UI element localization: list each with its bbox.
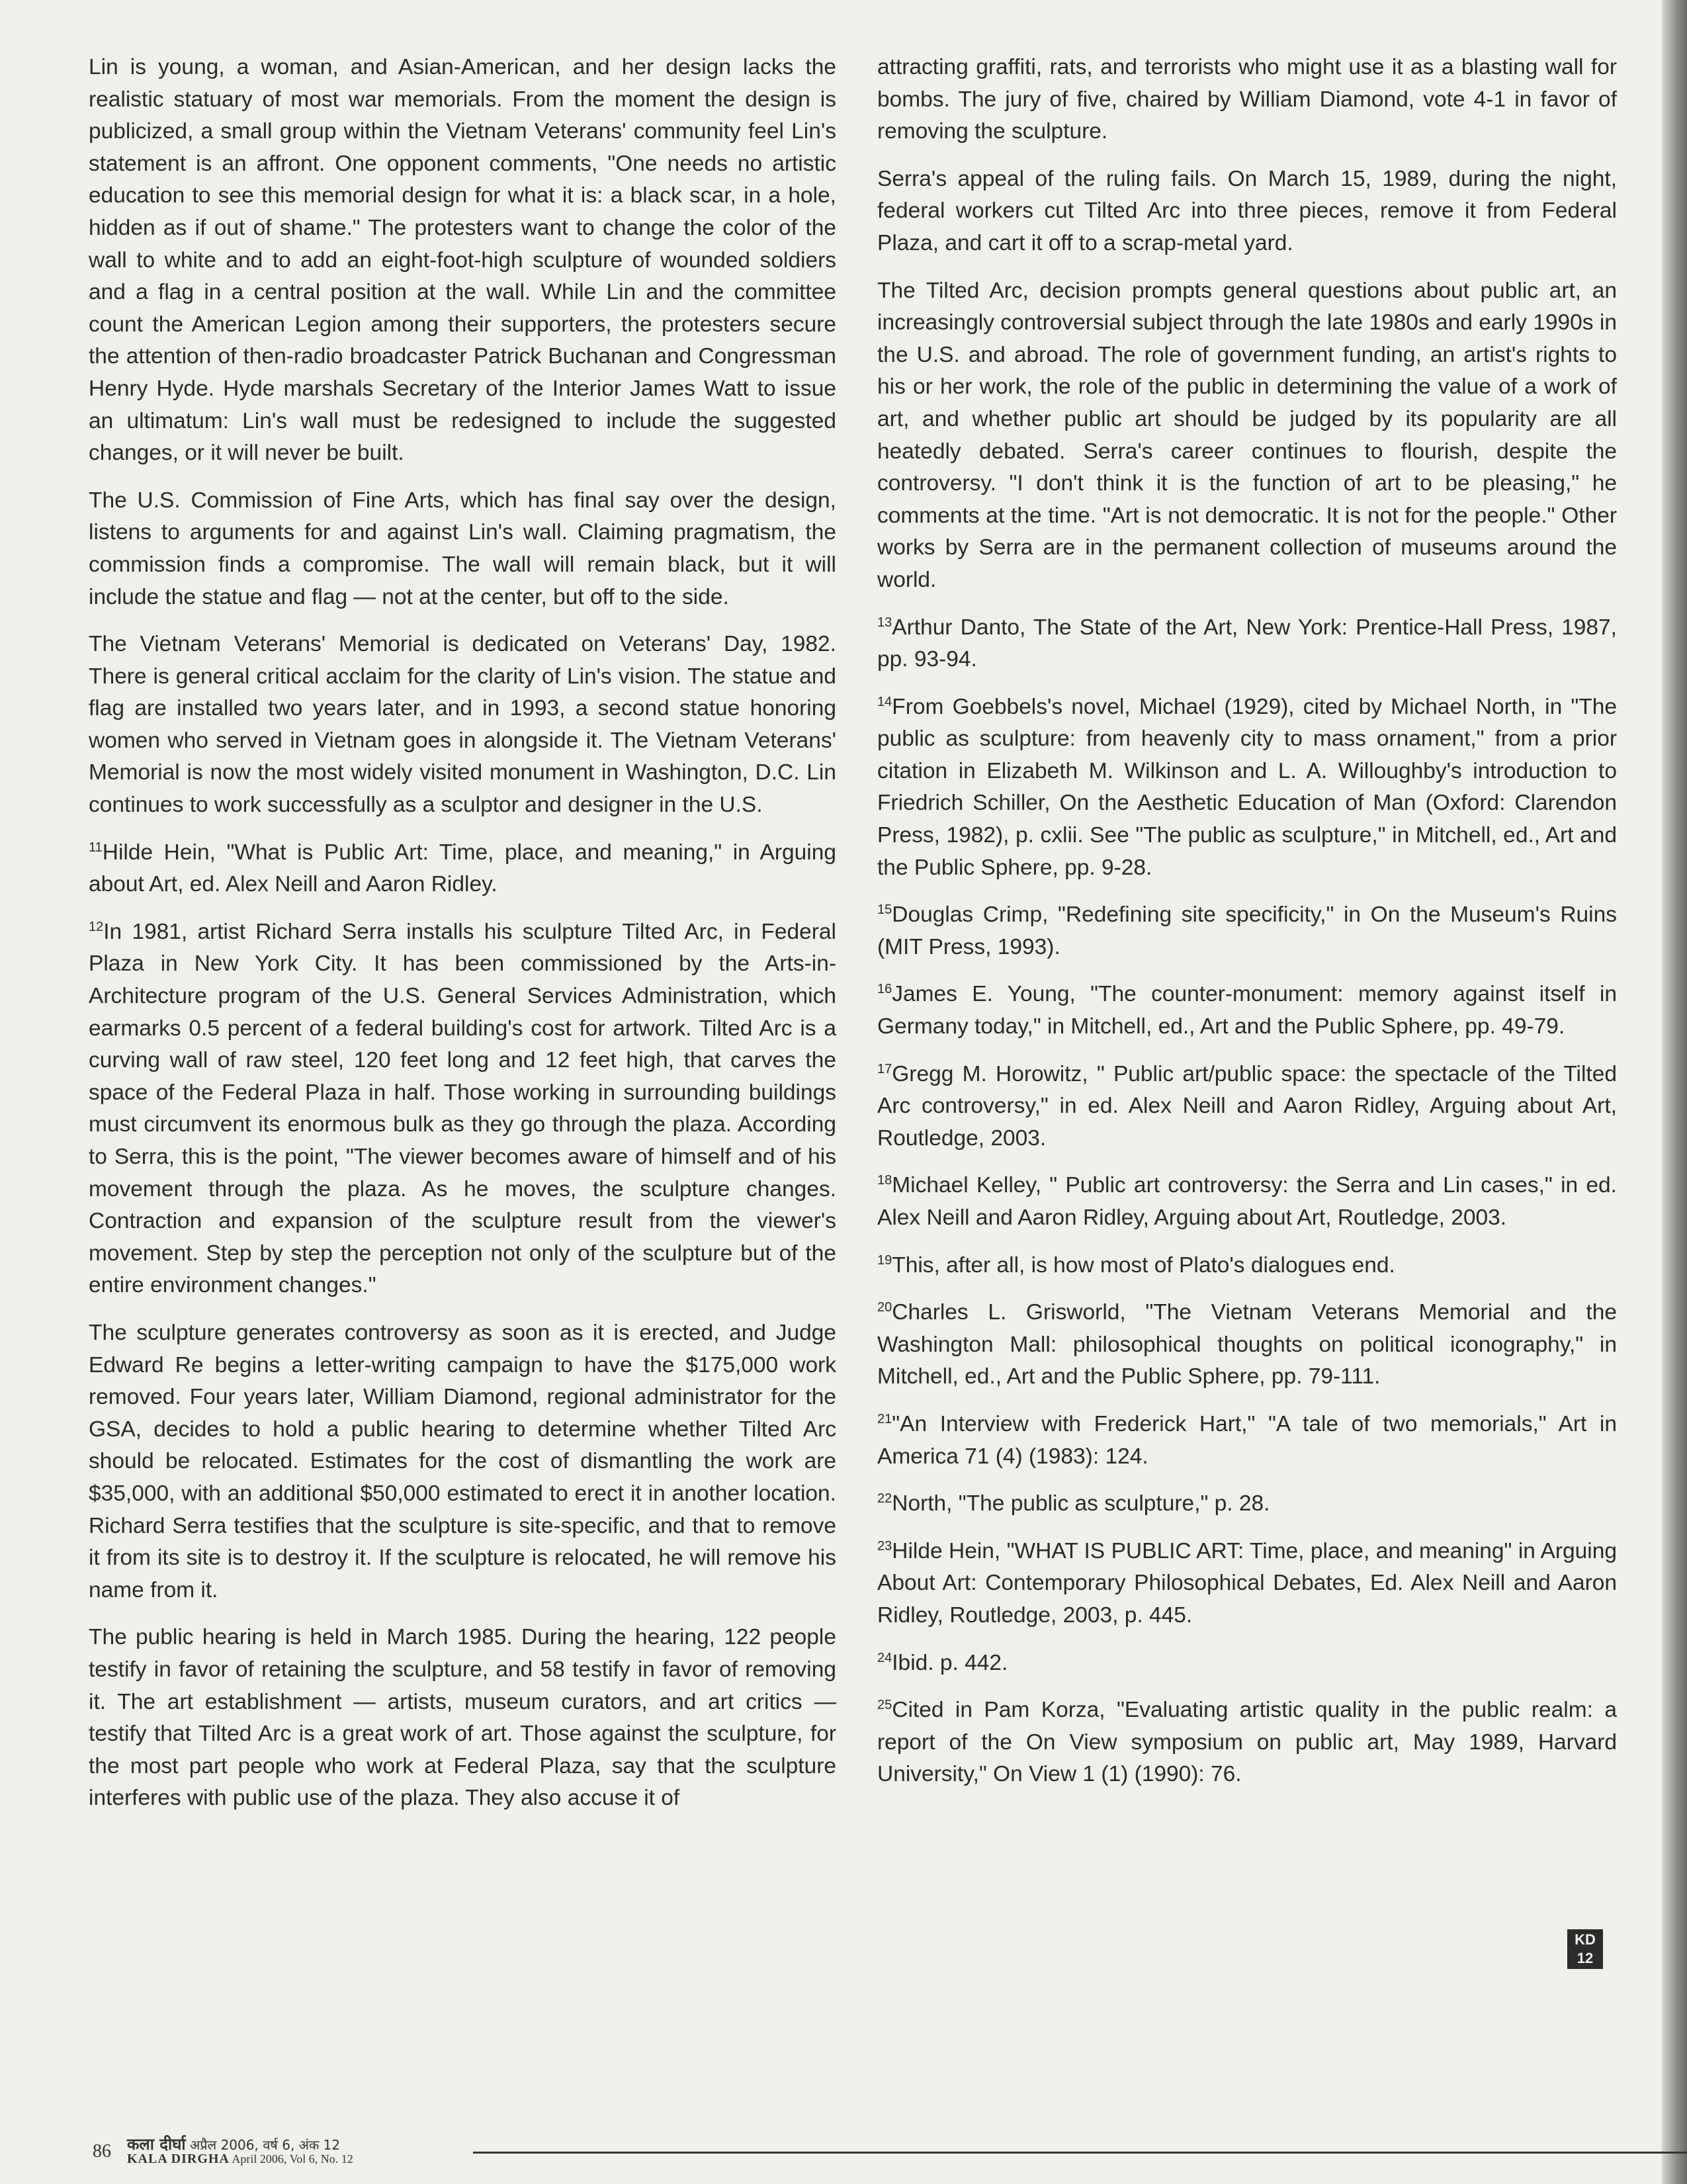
paragraph-text: The public hearing is held in March 1985. During the hearing, 122 people testify in favor of retaining the sculpture, and 58 testify in favor of removing it. The art establishment — artists, museum curators, and art critics — testify that Tilted Arc is a great work of art. Those against the sculpture, for the most part people who work at Federal Plaza, say that the sculpture interferes with public use of the plaza. They also accuse it of <box>89 1625 836 1811</box>
footer-english-line <box>127 2152 353 2167</box>
footnote-number: 16 <box>877 982 892 997</box>
kd-badge-line1: KD <box>1575 1931 1596 1948</box>
footnote-number: 13 <box>877 615 892 630</box>
paragraph-text: In 1981, artist Richard Serra installs his sculpture Tilted Arc, in Federal Plaza in New York City. It has been commissioned by the Arts-in-Architecture program of the U.S. General Services Administration, which earmarks 0.5 percent of a federal building's cost for artwork. Tilted Arc is a curving wall of raw steel, 120 feet long and 12 feet high, that carves the space of the Federal Plaza in half. Those working in surrounding buildings must circumvent its enormous bulk as they go through the plaza. According to Serra, this is the point, "The viewer becomes aware of himself and of his movement through the plaza. As he moves, the sculpture changes. Contraction and expansion of the sculpture result from the viewer's movement. Step by step the perception not only of the sculpture but of the entire environment changes." <box>89 919 836 1298</box>
page-number: 86 <box>93 2141 111 2162</box>
footnote-number: 11 <box>89 840 103 855</box>
left-column <box>89 52 836 1830</box>
paragraph-text: North, "The public as sculpture," p. 28. <box>892 1491 1270 1516</box>
footnote-paragraph <box>877 1488 1617 1520</box>
paragraph-text: The Vietnam Veterans' Memorial is dedicated on Veterans' Day, 1982. There is general critical acclaim for the clarity of Lin's vision. The statue and flag are installed two years later, and in 1993, a second statue honoring women who served in Vietnam goes in alongside it. The Vietnam Veterans' Memorial is now the most widely visited monument in Washington, D.C. Lin continues to work successfully as a sculptor and designer in the U.S. <box>89 632 836 818</box>
body-paragraph <box>877 163 1617 260</box>
footnote-number: 24 <box>877 1650 892 1665</box>
paragraph-text: The Tilted Arc, decision prompts general questions about public art, an increasingly controversial subject through the late 1980s and early 1990s in the U.S. and abroad. The role of government funding, an artist's rights to his or her work, the role of the public in determining the value of a work of art, and whether public art should be judged by its popularity are all heatedly debated. Serra's career continues to flourish, despite the controversy. "I don't think it is the function of art to be pleasing," he comments at the time. "Art is not democratic. It is not for the people." Other works by Serra are in the permanent collection of museums around the world. <box>877 278 1617 592</box>
paragraph-text: The sculpture generates controversy as soon as it is erected, and Judge Edward Re begins a letter-writing campaign to have the $175,000 work removed. Four years later, William Diamond, regional administrator for the GSA, decides to hold a public hearing to determine whether Tilted Arc should be relocated. Estimates for the cost of dismantling the work are $35,000, with an additional $50,000 estimated to erect it in another location. Richard Serra testifies that the sculpture is site-specific, and that to remove it from its site is to destroy it. If the sculpture is relocated, he will remove his name from it. <box>89 1320 836 1602</box>
footer-rule <box>473 2152 1687 2154</box>
page-footer <box>93 2128 1614 2174</box>
body-paragraph <box>877 52 1617 148</box>
footnote-paragraph <box>877 691 1617 885</box>
paragraph-text: From Goebbels's novel, Michael (1929), cited by Michael North, in "The public as sculpture: from heavenly city to mass ornament," from a prior citation in Elizabeth M. Wilkinson and L. A. Willoughby's introduction to Friedrich Schiller, On the Aesthetic Education of Man (Oxford: Clarendon Press, 1982), p. cxlii. See "The public as sculpture," in Mitchell, ed., Art and the Public Sphere, pp. 9-28. <box>877 694 1617 880</box>
body-paragraph <box>877 275 1617 597</box>
paragraph-text: This, after all, is how most of Plato's dialogues end. <box>892 1252 1395 1278</box>
body-paragraph <box>89 1317 836 1606</box>
paragraph-text: Douglas Crimp, "Redefining site specificity," in On the Museum's Ruins (MIT Press, 1993). <box>877 902 1617 959</box>
footnote-paragraph <box>877 612 1617 676</box>
body-paragraph <box>89 629 836 822</box>
right-column <box>877 52 1617 1806</box>
footer-english-issue: April 2006, Vol 6, No. 12 <box>232 2152 353 2165</box>
footnote-paragraph <box>89 837 836 901</box>
paragraph-text: "An Interview with Frederick Hart," "A tale of two memorials," Art in America 71 (4) (1983): 124. <box>877 1411 1617 1469</box>
footnote-number: 22 <box>877 1491 892 1506</box>
footnote-number: 19 <box>877 1252 892 1268</box>
footer-english-title: KALA DIRGHA <box>127 2152 230 2166</box>
footnote-paragraph <box>877 1170 1617 1234</box>
page-edge-shadow <box>1662 0 1687 2184</box>
paragraph-text: Gregg M. Horowitz, " Public art/public space: the spectacle of the Tilted Arc controversy," in ed. Alex Neill and Aaron Ridley, Arguing about Art, Routledge, 2003. <box>877 1061 1617 1151</box>
body-paragraph <box>89 52 836 470</box>
paragraph-text: James E. Young, "The counter-monument: memory against itself in Germany today," in Mitchell, ed., Art and the Public Sphere, pp. 49-79. <box>877 982 1617 1039</box>
footer-hindi-issue: अप्रैल 2006, वर्ष 6, अंक 12 <box>190 2137 341 2153</box>
footnote-paragraph <box>877 1250 1617 1282</box>
body-paragraph <box>89 1622 836 1815</box>
footnote-paragraph <box>877 899 1617 963</box>
paragraph-text: Arthur Danto, The State of the Art, New York: Prentice-Hall Press, 1987, pp. 93-94. <box>877 615 1617 672</box>
footer-hindi-title: कला दीर्घा <box>127 2135 186 2154</box>
footnote-paragraph <box>877 1694 1617 1791</box>
paragraph-text: Ibid. p. 442. <box>892 1650 1008 1675</box>
footnote-number: 20 <box>877 1300 892 1315</box>
footnote-number: 18 <box>877 1173 892 1188</box>
footnote-number: 21 <box>877 1411 892 1426</box>
footnote-paragraph <box>877 979 1617 1043</box>
paragraph-text: Hilde Hein, "WHAT IS PUBLIC ART: Time, place, and meaning" in Arguing About Art: Contemporary Philosophical Debates, Ed. Alex Neill and Aaron Ridley, Routledge, 2003, p. 445. <box>877 1538 1617 1628</box>
body-paragraph <box>89 485 836 613</box>
paragraph-text: The U.S. Commission of Fine Arts, which has final say over the design, listens to arguments for and against Lin's wall. Claiming pragmatism, the commission finds a compromise. The wall will remain black, but it will include the statue and flag — not at the center, but off to the side. <box>89 488 836 609</box>
footnote-number: 23 <box>877 1538 892 1553</box>
paragraph-text: Serra's appeal of the ruling fails. On March 15, 1989, during the night, federal workers cut Tilted Arc into three pieces, remove it from Federal Plaza, and cart it off to a scrap-metal yard. <box>877 166 1617 255</box>
paragraph-text: Hilde Hein, "What is Public Art: Time, place, and meaning," in Arguing about Art, ed. Alex Neill and Aaron Ridley. <box>89 840 836 897</box>
footnote-paragraph <box>89 916 836 1302</box>
footnote-number: 25 <box>877 1697 892 1712</box>
footnote-paragraph <box>877 1536 1617 1632</box>
footnote-paragraph <box>877 1409 1617 1473</box>
kd-badge-line2: 12 <box>1577 1950 1594 1966</box>
footnote-number: 15 <box>877 902 892 918</box>
paragraph-text: Charles L. Grisworld, "The Vietnam Veterans Memorial and the Washington Mall: philosophical thoughts on political iconography," in Mitchell, ed., Art and the Public Sphere, pp. 79-111. <box>877 1300 1617 1389</box>
paragraph-text: Cited in Pam Korza, "Evaluating artistic quality in the public realm: a report of the On View symposium on public art, May 1989, Harvard University," On View 1 (1) (1990): 76. <box>877 1698 1617 1787</box>
paragraph-text: attracting graffiti, rats, and terrorists who might use it as a blasting wall for bombs. The jury of five, chaired by William Diamond, vote 4-1 in favor of removing the sculpture. <box>877 55 1617 144</box>
paragraph-text: Michael Kelley, " Public art controversy: the Serra and Lin cases," in ed. Alex Neill and Aaron Ridley, Arguing about Art, Routledge, 2003. <box>877 1173 1617 1230</box>
footnote-paragraph <box>877 1297 1617 1393</box>
footnote-paragraph <box>877 1059 1617 1155</box>
footnote-number: 17 <box>877 1061 892 1076</box>
kd-badge <box>1567 1929 1603 1969</box>
footnote-number: 14 <box>877 694 892 709</box>
footnote-number: 12 <box>89 919 104 934</box>
footnote-paragraph <box>877 1647 1617 1680</box>
paragraph-text: Lin is young, a woman, and Asian-American, and her design lacks the realistic statuary of most war memorials. From the moment the design is publicized, a small group within the Vietnam Veterans' community feel Lin's statement is an affront. One opponent comments, "One needs no artistic education to see this memorial design for what it is: a black scar, in a hole, hidden as if out of shame." The protesters want to change the color of the wall to white and to add an eight-foot-high sculpture of wounded soldiers and a flag in a central position at the wall. While Lin and the committee count the American Legion among their supporters, the protesters secure the attention of then-radio broadcaster Patrick Buchanan and Congressman Henry Hyde. Hyde marshals Secretary of the Interior James Watt to issue an ultimatum: Lin's wall must be redesigned to include the suggested changes, or it will never be built. <box>89 55 836 466</box>
